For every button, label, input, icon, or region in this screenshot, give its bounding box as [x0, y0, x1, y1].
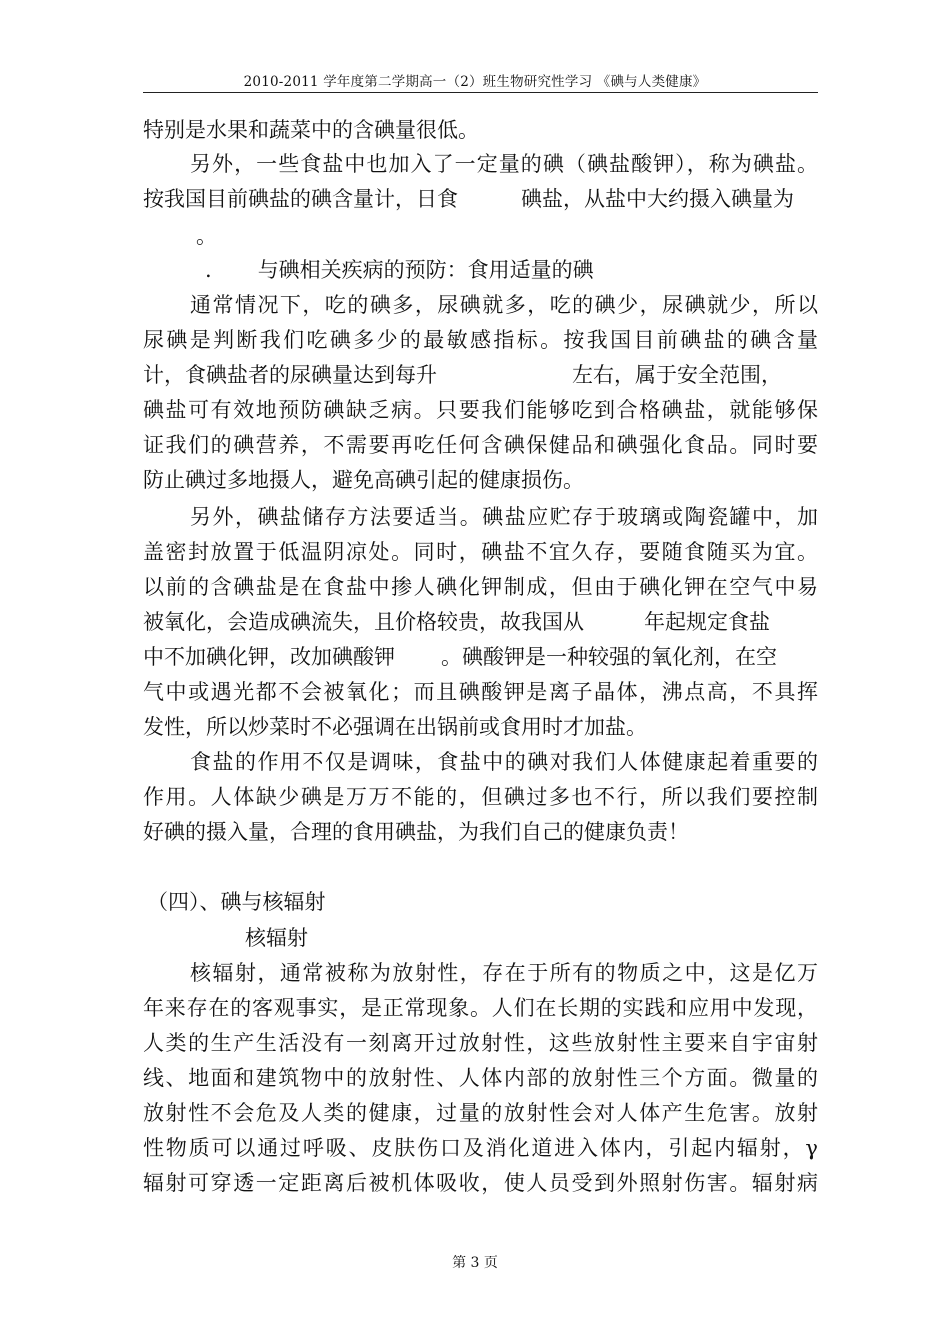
text-line: 证我们的碘营养，不需要再吃任何含碘保健品和碘强化食品。同时要: [143, 433, 818, 457]
text-line: 性物质可以通过呼吸、皮肤伤口及消化道进入体内，引起内辐射，γ: [143, 1136, 818, 1160]
page-number: 第 3 页: [452, 1255, 498, 1271]
text-fragment: 按我国目前碘盐的碘含量计，日食: [143, 187, 458, 211]
heading-text: 与碘相关疾病的预防：食用适量的碘: [257, 258, 594, 282]
text-line: [143, 182, 818, 216]
text-line: 核辐射，通常被称为放射性，存在于所有的物质之中，这是亿万: [190, 961, 818, 985]
text-line: 人类的生产生活没有一刻离开过放射性，这些放射性主要来自宇宙射: [143, 1031, 818, 1055]
text-line: 放射性不会危及人类的健康，过量的放射性会对人体产生危害。放射: [143, 1101, 818, 1125]
text-line: 线、地面和建筑物中的放射性、人体内部的放射性三个方面。微量的: [143, 1066, 818, 1090]
text-line: 年来存在的客观事实，是正常现象。人们在长期的实践和应用中发现，: [143, 996, 818, 1020]
text-line: [143, 358, 818, 392]
subsection-heading: 核辐射: [245, 926, 308, 950]
text-fragment: 被氧化，会造成碘流失，且价格较贵，故我国从: [143, 610, 584, 634]
text-line: 以前的含碘盐是在食盐中掺人碘化钾制成，但由于碘化钾在空气中易: [143, 575, 818, 599]
text-line: 通常情况下，吃的碘多，尿碘就多，吃的碘少，尿碘就少，所以: [190, 293, 818, 317]
heading-marker: .: [205, 258, 212, 282]
text-fragment: 计，食碘盐者的尿碘量达到每升: [143, 363, 437, 387]
text-fragment: 左右，属于安全范围，: [572, 363, 782, 387]
text-line: 防止碘过多地摄人，避免高碘引起的健康损伤。: [143, 468, 584, 492]
page-header: 2010-2011 学年度第二学期高一（2）班生物研究性学习 《碘与人类健康》: [243, 74, 707, 90]
text-fragment: 碘盐，从盐中大约摄入碘量为: [521, 187, 794, 211]
text-line: [143, 605, 818, 639]
section-heading: [205, 253, 880, 287]
text-line: 作用。人体缺少碘是万万不能的，但碘过多也不行，所以我们要控制: [143, 785, 818, 809]
text-line: 食盐的作用不仅是调味，食盐中的碘对我们人体健康起着重要的: [190, 750, 818, 774]
text-line: 发性，所以炒菜时不必强调在出锅前或食用时才加盐。: [143, 715, 647, 739]
text-line: [143, 640, 818, 674]
text-line: 辐射可穿透一定距离后被机体吸收，使人员受到外照射伤害。辐射病: [143, 1171, 818, 1195]
text-line: 另外，一些食盐中也加入了一定量的碘（碘盐酸钾），称为碘盐。: [190, 152, 818, 176]
text-line: 好碘的摄入量，合理的食用碘盐，为我们自己的健康负责！: [143, 820, 689, 844]
section-heading: （四）、碘与核辐射: [147, 890, 326, 914]
text-line: 碘盐可有效地预防碘缺乏病。只要我们能够吃到合格碘盐，就能够保: [143, 398, 818, 422]
text-fragment: 中不加碘化钾，改加碘酸钾: [143, 645, 395, 669]
text-line: 尿碘是判断我们吃碘多少的最敏感指标。按我国目前碘盐的碘含量: [143, 328, 818, 352]
text-line: 特别是水果和蔬菜中的含碘量很低。: [143, 118, 479, 142]
text-fragment: 。碘酸钾是一种较强的氧化剂，在空: [441, 645, 777, 669]
text-line: 气中或遇光都不会被氧化；而且碘酸钾是离子晶体，沸点高，不具挥: [143, 680, 818, 704]
header-divider: [143, 92, 818, 93]
text-line: 。: [196, 224, 217, 248]
text-line: 盖密封放置于低温阴凉处。同时，碘盐不宜久存，要随食随买为宜。: [143, 540, 818, 564]
text-fragment: 年起规定食盐: [644, 610, 770, 634]
text-line: 另外，碘盐储存方法要适当。碘盐应贮存于玻璃或陶瓷罐中，加: [190, 505, 818, 529]
